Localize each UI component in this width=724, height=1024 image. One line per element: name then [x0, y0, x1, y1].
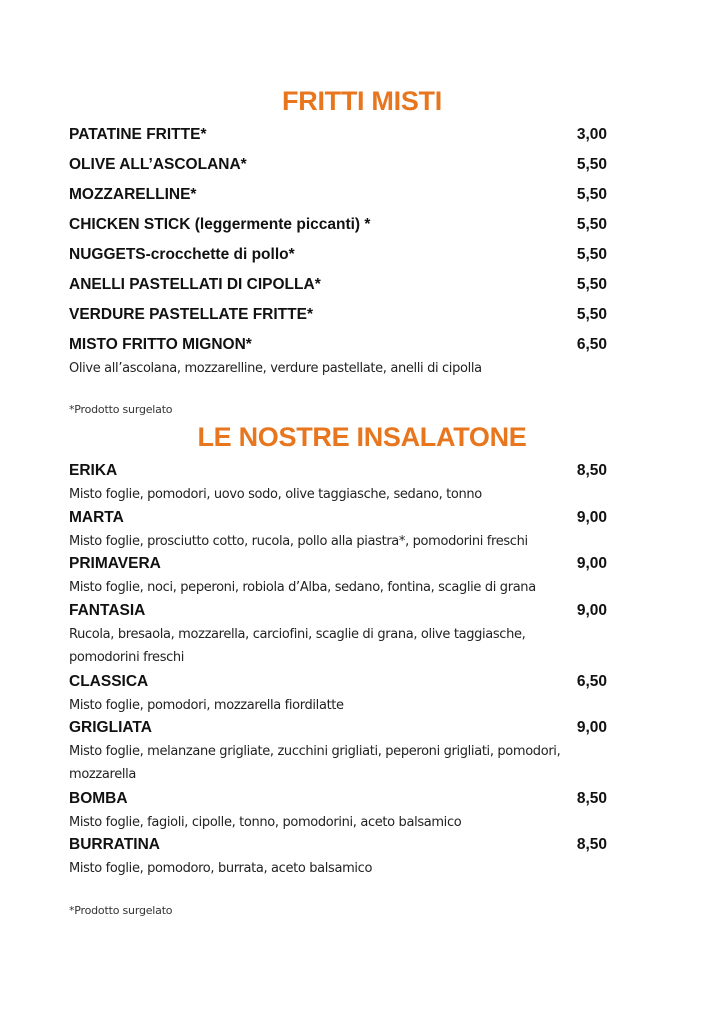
menu-item	[69, 555, 607, 573]
menu-item	[69, 276, 607, 294]
footnote: *Prodotto surgelato	[69, 904, 173, 917]
menu-item	[69, 836, 607, 854]
item-name: BOMBA	[69, 790, 128, 807]
item-name: FANTASIA	[69, 602, 146, 619]
item-name: VERDURE PASTELLATE FRITTE*	[69, 306, 313, 323]
item-name: MARTA	[69, 509, 124, 526]
item-description: Misto foglie, pomodori, uovo sodo, olive taggiasche, sedano, tonno	[69, 487, 482, 502]
menu-item	[69, 126, 607, 144]
menu-item	[69, 216, 607, 234]
item-name: ANELLI PASTELLATI DI CIPOLLA*	[69, 276, 321, 293]
item-description: Rucola, bresaola, mozzarella, carciofini, scaglie di grana, olive taggiasche, pomodorini freschi	[69, 627, 526, 665]
menu-item	[69, 246, 607, 264]
item-price: 5,50	[576, 186, 607, 203]
item-price: 9,00	[576, 509, 607, 526]
item-price: 9,00	[576, 555, 607, 572]
item-description: Olive all’ascolana, mozzarelline, verdure pastellate, anelli di cipolla	[69, 361, 482, 376]
menu-item	[69, 186, 607, 204]
item-name: GRIGLIATA	[69, 719, 152, 736]
item-price: 5,50	[576, 216, 607, 233]
menu-item	[69, 602, 607, 620]
item-price: 9,00	[576, 719, 607, 736]
item-name: PRIMAVERA	[69, 555, 161, 572]
item-name: CHICKEN STICK (leggermente piccanti) *	[69, 216, 371, 233]
section-title-insalatone: LE NOSTRE INSALATONE	[197, 422, 527, 452]
menu-item	[69, 462, 607, 480]
item-name: OLIVE ALL’ASCOLANA*	[69, 156, 247, 173]
menu-item	[69, 719, 607, 737]
menu-item	[69, 336, 607, 354]
item-price: 5,50	[576, 276, 607, 293]
menu-item	[69, 306, 607, 324]
item-price: 8,50	[576, 790, 607, 807]
item-price: 8,50	[576, 462, 607, 479]
item-name: MOZZARELLINE*	[69, 186, 197, 203]
menu-item	[69, 673, 607, 691]
item-description: Misto foglie, melanzane grigliate, zucchini grigliati, peperoni grigliati, pomodori, mozzarella	[69, 744, 561, 782]
item-name: CLASSICA	[69, 673, 149, 690]
item-name: ERIKA	[69, 462, 118, 479]
item-price: 9,00	[576, 602, 607, 619]
item-price: 8,50	[576, 836, 607, 853]
item-price: 6,50	[576, 673, 607, 690]
menu-item	[69, 790, 607, 808]
item-description: Misto foglie, prosciutto cotto, rucola, pollo alla piastra*, pomodorini freschi	[69, 534, 528, 549]
footnote: *Prodotto surgelato	[69, 403, 173, 416]
item-price: 5,50	[576, 306, 607, 323]
item-description: Misto foglie, fagioli, cipolle, tonno, pomodorini, aceto balsamico	[69, 815, 462, 830]
item-price: 3,00	[576, 126, 607, 143]
item-description: Misto foglie, noci, peperoni, robiola d’Alba, sedano, fontina, scaglie di grana	[69, 580, 536, 595]
item-description: Misto foglie, pomodori, mozzarella fiordilatte	[69, 698, 344, 713]
item-price: 5,50	[576, 246, 607, 263]
menu-item	[69, 156, 607, 174]
section-title-fritti-misti: FRITTI MISTI	[282, 86, 442, 116]
item-description: Misto foglie, pomodoro, burrata, aceto balsamico	[69, 861, 373, 876]
item-name: NUGGETS-crocchette di pollo*	[69, 246, 295, 263]
item-price: 6,50	[576, 336, 607, 353]
item-name: MISTO FRITTO MIGNON*	[69, 336, 252, 353]
item-name: PATATINE FRITTE*	[69, 126, 207, 143]
item-name: BURRATINA	[69, 836, 160, 853]
item-price: 5,50	[576, 156, 607, 173]
menu-item	[69, 509, 607, 527]
